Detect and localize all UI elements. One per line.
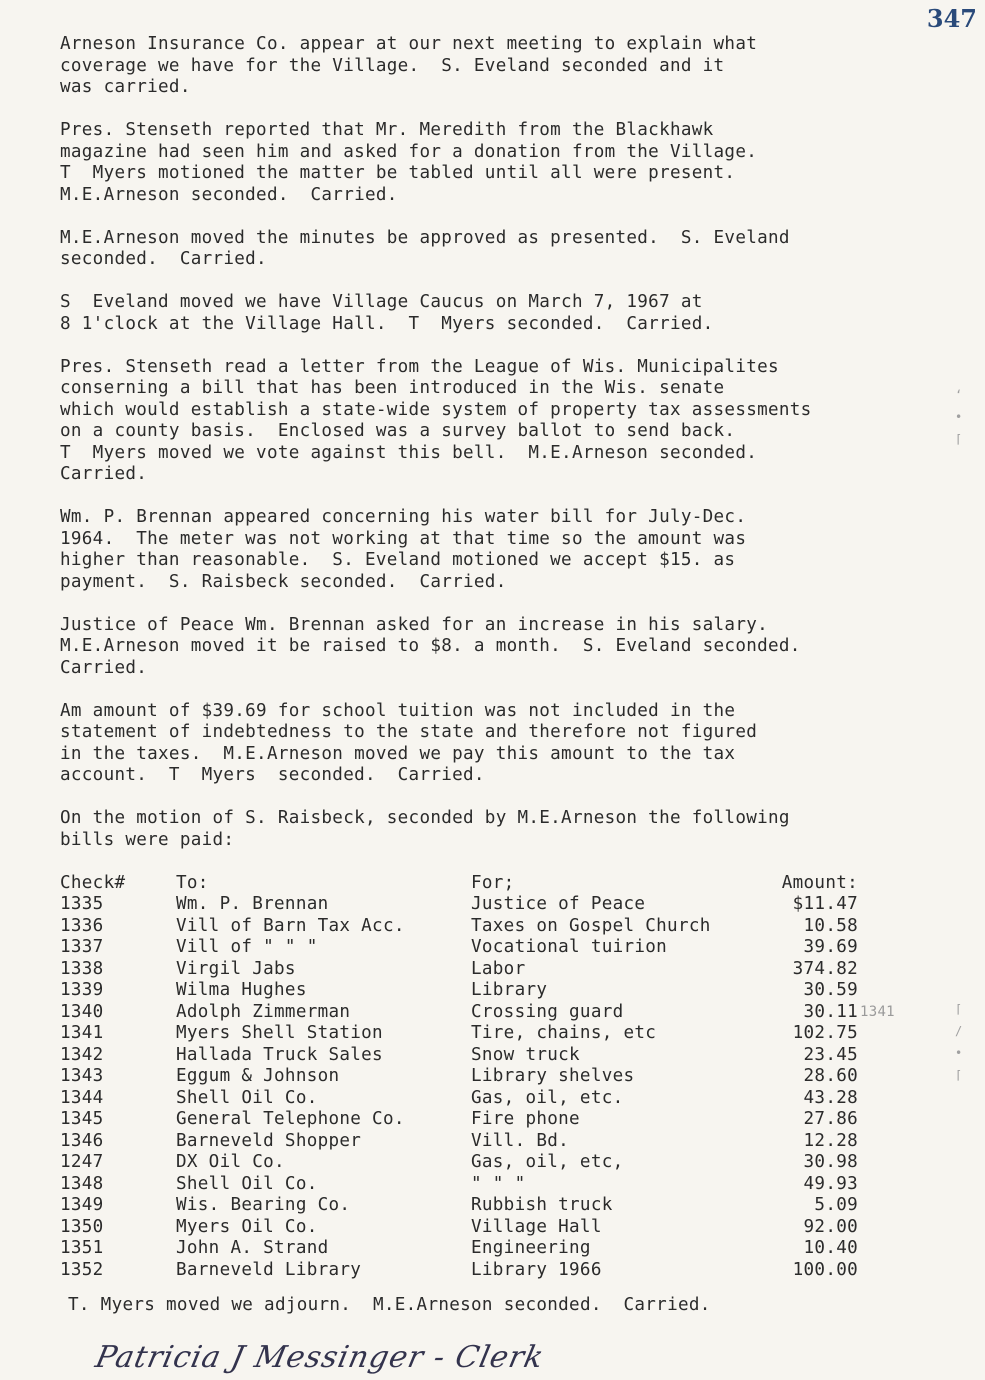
check-number: 1341	[60, 1023, 104, 1043]
margin-note	[858, 1152, 920, 1174]
payee: Wilma Hughes	[176, 980, 307, 1000]
bill-row	[60, 916, 920, 938]
amount: 5.09	[814, 1195, 858, 1215]
margin-note	[858, 1066, 920, 1088]
purpose: Tire, chains, etc	[471, 1023, 657, 1043]
margin-note	[858, 1131, 920, 1153]
check-number: 1335	[60, 894, 104, 914]
payee: John A. Strand	[176, 1238, 329, 1258]
check-number: 1343	[60, 1066, 104, 1086]
bills-header-row	[60, 873, 920, 895]
purpose: Labor	[471, 958, 526, 979]
check-number: 1344	[60, 1087, 104, 1108]
bill-row	[60, 1195, 920, 1217]
check-number: 1336	[60, 915, 104, 936]
bill-row	[60, 1066, 920, 1088]
text-line: statement of indebtedness to the state and therefore not figured	[60, 722, 758, 742]
paragraph	[60, 507, 940, 593]
payee: Myers Oil Co.	[176, 1216, 318, 1237]
bill-row	[60, 1174, 920, 1196]
margin-note	[858, 959, 920, 981]
check-number: 1337	[60, 937, 104, 957]
payee: Adolph Zimmerman	[176, 1001, 351, 1022]
text-line: Carried.	[60, 657, 148, 678]
margin-marks: ⌈ / • ⌈	[955, 1002, 963, 1082]
text-line: in the taxes. M.E.Arneson moved we pay this amount to the tax	[60, 743, 736, 764]
amount: 92.00	[803, 1216, 858, 1237]
margin-note	[858, 1260, 920, 1282]
purpose: Snow truck	[471, 1044, 580, 1065]
amount: 49.93	[803, 1173, 858, 1194]
text-line: was carried.	[60, 77, 191, 97]
amount: 102.75	[792, 1023, 858, 1043]
payee: General Telephone Co.	[176, 1109, 405, 1129]
text-line: Justice of Peace Wm. Brennan asked for an increase in his salary.	[60, 614, 769, 635]
text-line: On the motion of S. Raisbeck, seconded by M.E.Arneson the following	[60, 808, 790, 828]
column-header-for: For;	[471, 872, 515, 893]
paragraph	[60, 615, 940, 680]
paragraph	[60, 120, 940, 206]
payee: Shell Oil Co.	[176, 1173, 318, 1194]
bill-row	[60, 894, 920, 916]
page-number: 347	[926, 4, 977, 33]
bill-row	[60, 959, 920, 981]
amount: 23.45	[803, 1044, 858, 1065]
payee: Barneveld Shopper	[176, 1130, 362, 1151]
amount: 12.28	[803, 1130, 858, 1151]
bill-row	[60, 1045, 920, 1067]
purpose: Gas, oil, etc.	[471, 1087, 624, 1108]
margin-note	[858, 916, 920, 938]
text-line: 1964. The meter was not working at that time so the amount was	[60, 528, 747, 549]
amount: 30.98	[803, 1152, 858, 1172]
margin-note	[858, 1174, 920, 1196]
text-line: account. T Myers seconded. Carried.	[60, 765, 485, 785]
payee: Virgil Jabs	[176, 958, 296, 979]
payee: Shell Oil Co.	[176, 1087, 318, 1108]
text-line: on a county basis. Enclosed was a survey ballot to send back.	[60, 421, 736, 441]
bill-row	[60, 937, 920, 959]
purpose: Engineering	[471, 1238, 591, 1258]
paragraph	[60, 228, 940, 271]
margin-note: 1341	[860, 1003, 895, 1020]
payee: Hallada Truck Sales	[176, 1044, 383, 1065]
check-number: 1349	[60, 1195, 104, 1215]
amount: 43.28	[803, 1087, 858, 1108]
payee: Vill of " " "	[176, 937, 318, 957]
bill-row	[60, 1109, 920, 1131]
purpose: Fire phone	[471, 1109, 580, 1129]
amount: $11.47	[792, 894, 858, 914]
bill-row	[60, 1023, 920, 1045]
payee: DX Oil Co.	[176, 1152, 285, 1172]
purpose: Rubbish truck	[471, 1195, 613, 1215]
purpose: Village Hall	[471, 1216, 602, 1237]
check-number: 1345	[60, 1109, 104, 1129]
paragraph	[60, 292, 940, 335]
text-line: M.E.Arneson moved the minutes be approved as presented. S. Eveland	[60, 227, 790, 248]
margin-note	[858, 1109, 920, 1131]
check-number: 1350	[60, 1216, 104, 1237]
amount: 10.40	[803, 1238, 858, 1258]
check-number: 1247	[60, 1152, 104, 1172]
bill-row	[60, 1131, 920, 1153]
text-line: coverage we have for the Village. S. Eveland seconded and it	[60, 55, 725, 76]
bill-row	[60, 1217, 920, 1239]
column-header-check: Check#	[60, 872, 126, 893]
bill-row	[60, 980, 920, 1002]
purpose: Library 1966	[471, 1259, 602, 1280]
margin-note	[858, 937, 920, 959]
payee: Barneveld Library	[176, 1259, 362, 1280]
check-number: 1340	[60, 1001, 104, 1022]
purpose: Taxes on Gospel Church	[471, 915, 711, 936]
purpose: " " "	[471, 1173, 526, 1194]
check-number: 1351	[60, 1238, 104, 1258]
margin-note	[858, 894, 920, 916]
margin-note	[858, 1217, 920, 1239]
margin-note	[858, 1238, 920, 1260]
text-line: conserning a bill that has been introduced in the Wis. senate	[60, 378, 725, 398]
payee: Myers Shell Station	[176, 1023, 383, 1043]
margin-note	[858, 1195, 920, 1217]
purpose: Library	[471, 980, 548, 1000]
amount: 30.11	[803, 1001, 858, 1022]
text-line: 8 1'clock at the Village Hall. T Myers seconded. Carried.	[60, 313, 714, 334]
bill-row	[60, 1260, 920, 1282]
amount: 27.86	[803, 1109, 858, 1129]
amount: 100.00	[792, 1259, 858, 1280]
purpose: Gas, oil, etc,	[471, 1152, 624, 1172]
purpose: Vocational tuirion	[471, 937, 668, 957]
text-line: S Eveland moved we have Village Caucus on March 7, 1967 at	[60, 292, 703, 312]
check-number: 1339	[60, 980, 104, 1000]
paragraph	[60, 357, 940, 486]
margin-note	[858, 1088, 920, 1110]
text-line: Carried.	[60, 464, 148, 484]
margin-note	[858, 980, 920, 1002]
payee: Wm. P. Brennan	[176, 894, 329, 914]
bill-row	[60, 1238, 920, 1260]
closing-motion: T. Myers moved we adjourn. M.E.Arneson seconded. Carried.	[68, 1295, 711, 1315]
payee: Wis. Bearing Co.	[176, 1195, 351, 1215]
check-number: 1346	[60, 1130, 104, 1151]
purpose: Library shelves	[471, 1066, 635, 1086]
bill-row	[60, 1002, 920, 1024]
text-line: T Myers motioned the matter be tabled until all were present.	[60, 163, 736, 183]
purpose: Justice of Peace	[471, 894, 646, 914]
margin-note	[858, 1045, 920, 1067]
text-line: higher than reasonable. S. Eveland motioned we accept $15. as	[60, 550, 736, 570]
text-line: Am amount of $39.69 for school tuition was not included in the	[60, 700, 736, 721]
minutes-body	[60, 34, 940, 1317]
amount: 30.59	[803, 980, 858, 1000]
check-number: 1338	[60, 958, 104, 979]
text-line: T Myers moved we vote against this bell. M.E.Arneson seconded.	[60, 442, 758, 463]
purpose: Vill. Bd.	[471, 1130, 570, 1151]
column-header-to: To:	[176, 872, 209, 893]
text-line: which would establish a state-wide system of property tax assessments	[60, 399, 812, 420]
clerk-signature: Patricia J Messinger - Clerk	[92, 1340, 548, 1375]
paragraph	[60, 34, 940, 99]
text-line: magazine had seen him and asked for a donation from the Village.	[60, 141, 758, 162]
purpose: Crossing guard	[471, 1001, 624, 1022]
amount: 28.60	[803, 1066, 858, 1086]
text-line: Wm. P. Brennan appeared concerning his water bill for July-Dec.	[60, 507, 747, 527]
bill-row	[60, 1152, 920, 1174]
amount: 39.69	[803, 937, 858, 957]
paragraph	[60, 701, 940, 787]
margin-marks: ‘ • ⌈	[955, 388, 963, 446]
bills-table	[60, 873, 920, 1282]
amount: 10.58	[803, 915, 858, 936]
bill-row	[60, 1088, 920, 1110]
payee: Eggum & Johnson	[176, 1066, 340, 1086]
column-header-amount: Amount:	[781, 872, 858, 893]
amount: 374.82	[792, 958, 858, 979]
text-line: Pres. Stenseth reported that Mr. Meredith from the Blackhawk	[60, 120, 714, 140]
text-line: payment. S. Raisbeck seconded. Carried.	[60, 571, 507, 592]
paragraph	[60, 808, 940, 851]
text-line: Arneson Insurance Co. appear at our next meeting to explain what	[60, 34, 758, 54]
text-line: M.E.Arneson moved it be raised to $8. a month. S. Eveland seconded.	[60, 636, 801, 656]
text-line: M.E.Arneson seconded. Carried.	[60, 184, 398, 205]
margin-note	[858, 1023, 920, 1045]
check-number: 1348	[60, 1173, 104, 1194]
payee: Vill of Barn Tax Acc.	[176, 915, 405, 936]
text-line: seconded. Carried.	[60, 249, 267, 269]
check-number: 1352	[60, 1259, 104, 1280]
check-number: 1342	[60, 1044, 104, 1065]
text-line: Pres. Stenseth read a letter from the League of Wis. Municipalites	[60, 356, 779, 377]
text-line: bills were paid:	[60, 829, 235, 850]
